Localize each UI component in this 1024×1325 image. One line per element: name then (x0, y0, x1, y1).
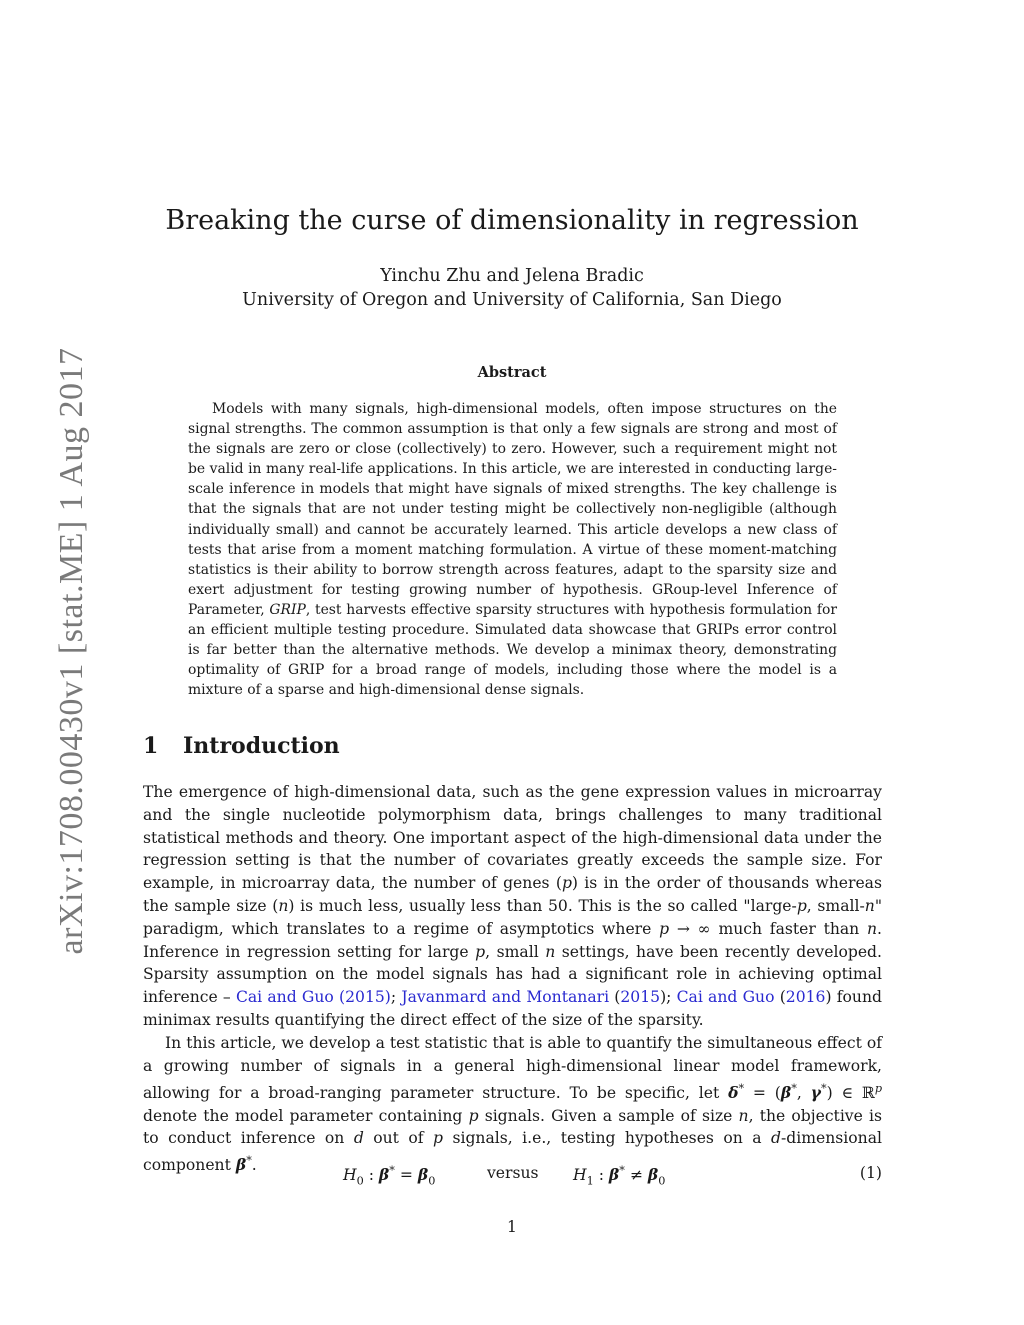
abstract-heading: Abstract (477, 364, 547, 381)
math-h: H (573, 1166, 587, 1185)
citation-year[interactable]: 2015 (620, 988, 661, 1007)
math-gamma: γ (810, 1082, 821, 1102)
text-run: signals, i.e., testing hypotheses on a (443, 1129, 772, 1148)
equation-number: (1) (859, 1164, 882, 1182)
text-run: The emergence of high-dimensional data, such as the gene expression values in microarray and the single nucleotide polymorphism data, brings challenges to many traditional statistical methods and theory. One important aspect of the high-dimensional data under the regression setting is that the number of covariates greatly exceeds the sample size. For example, in microarray data, the number of genes ( (143, 783, 882, 893)
math-star: * (389, 1164, 395, 1177)
math-d: d (771, 1129, 781, 1148)
math-star: * (619, 1164, 625, 1177)
intro-paragraph-1: The emergence of high-dimensional data, such as the gene expression values in microarray and the single nucleotide polymorphism data, brings challenges to many traditional statistical methods and theory. One important aspect of the high-dimensional data under the regression setting is that the number of covariates greatly exceeds the sample size. For example, in microarray data, the number of genes (p) is in the order of thousands whereas the sample size (n) is much less, usually less than 50. This is the so called "large-p, small-n" paradigm, which translates to a regime of asymptotics where p → ∞ much faster than n. Inference in regression setting for large p, small n settings, have been recently developed. Sparsity assumption on the model signals has had a significant role in achieving optimal inference – Cai and Guo (2015); Javanmard and Montanari (2015); Cai and Guo (2016) found minimax results quantifying the direct effect of the size of the sparsity. (143, 783, 883, 1029)
section-title: Introduction (183, 733, 340, 759)
math-beta: β (780, 1082, 792, 1102)
math-star: * (791, 1081, 797, 1095)
math-p: p (561, 874, 572, 893)
math-text: : (363, 1166, 379, 1185)
citation-link[interactable]: Cai and Guo (2015) (235, 988, 391, 1007)
math-subscript: 0 (428, 1174, 436, 1188)
math-beta: β (608, 1165, 620, 1185)
math-star: * (820, 1081, 827, 1095)
math-d: d (353, 1129, 364, 1148)
abstract-text: Models with many signals, high-dimensional models, often impose structures on the signal strengths. The common assumption is that only a few signals are strong and most of the signals are zero or close (collectively) to zero. However, such a requirement might not be valid in many real-life applications. In this article, we are interested in conducting large-scale inference in models that might have signals of mixed strengths. The key challenge is that the signals that are not under testing might be collectively non-negligible (although individually small) and cannot be accurately learned. This article develops a new class of tests that arise from a moment matching formulation. A virtue of these moment-matching statistics is their ability to borrow strength across features, adapt to the sparsity size and exert adjustment for testing growing number of hypothesis. GRoup-level Inference of Parameter, (188, 401, 837, 618)
affiliation: University of Oregon and University of California, San Diego (242, 290, 782, 310)
math-n: n (864, 896, 875, 915)
citation-authors[interactable]: Javanmard and Montanari (401, 988, 610, 1007)
citation-year[interactable]: 2015 (345, 988, 385, 1007)
text-run: " paradigm, which translates to a regime of asymptotics where (143, 896, 882, 938)
hypothesis-equation (143, 1164, 882, 1190)
math-subscript: 0 (356, 1174, 364, 1188)
text-run: In this article, we develop a test statistic that is able to quantify the simultaneous effect of a growing number of signals in a general high-dimensional linear model framework, allowing for a broad-ranging parameter structure. To be specific, let (143, 1034, 882, 1102)
math-text: = (394, 1166, 418, 1185)
citation-link[interactable] (401, 988, 609, 1006)
text-run: ) is in the order of thousands whereas the sample size ( (143, 874, 882, 915)
math-text: : (593, 1166, 609, 1185)
math-p: p (433, 1129, 443, 1148)
text-run: denote the model parameter containing (143, 1106, 469, 1125)
citation-year[interactable]: 2016 (785, 988, 826, 1007)
section-heading (143, 733, 340, 759)
math-beta: β (378, 1165, 390, 1185)
arxiv-identifier-stamp: arXiv:1708.00430v1 [stat.ME] 1 Aug 2017 (53, 347, 90, 955)
text-run: , small (485, 942, 546, 961)
abstract-text: , test harvests effective sparsity structures with hypothesis formulation for an efficient multiple testing procedure. Simulated data showcase that GRIPs error control is far better than the alternative methods. We develop a minimax theory, demonstrating optimality of GRIP for a broad range of models, including those where the model is a mixture of a sparse and high-dimensional dense signals. (188, 601, 837, 699)
authors: Yinchu Zhu and Jelena Bradic (380, 266, 644, 286)
text-run: signals. Given a sample of size (478, 1106, 739, 1125)
math-n: n (278, 896, 289, 915)
math-delta: δ (728, 1082, 739, 1102)
math-subscript: 0 (658, 1174, 666, 1188)
citation-link[interactable] (677, 988, 775, 1006)
math-text: = ( (744, 1083, 781, 1102)
text-run: settings, have been recently developed. Sparsity assumption on the model signals has had a significant role in achieving optimal inference – (143, 942, 882, 1007)
math-text: ≠ (624, 1166, 648, 1185)
math-p: p (659, 919, 670, 938)
text-run: out of (363, 1129, 434, 1148)
page-number: 1 (507, 1218, 517, 1236)
abstract-body (188, 399, 837, 700)
math-subscript: 1 (586, 1174, 594, 1188)
text-run: , small- (806, 896, 865, 915)
math-h: H (343, 1166, 357, 1185)
paper-title: Breaking the curse of dimensionality in regression (165, 205, 859, 236)
abstract-grip-term: GRIP (269, 601, 306, 618)
math-beta: β (647, 1165, 659, 1185)
math-p: p (874, 1081, 883, 1095)
math-star: * (738, 1081, 745, 1095)
text-run: much faster than (718, 919, 867, 938)
math-p: p (475, 942, 486, 961)
math-p: p (796, 896, 807, 915)
intro-paragraph-2 (143, 1032, 882, 1177)
math-star: * (246, 1154, 252, 1168)
section-number: 1 (143, 733, 159, 759)
math-n: n (866, 919, 878, 938)
math-beta: β (417, 1165, 429, 1185)
null-hypothesis (343, 1164, 435, 1187)
text-run: . (251, 1156, 257, 1175)
math-text: ) ∈ ℝ (826, 1083, 875, 1102)
math-n: n (545, 942, 556, 961)
text-run: , the objective is to conduct inference on (143, 1106, 882, 1148)
math-text: , (796, 1083, 811, 1102)
math-p: p (468, 1106, 479, 1125)
math-n: n (738, 1106, 749, 1125)
text-run: found minimax results quantifying the direct effect of the size of the sparsity. (143, 988, 883, 1029)
math-beta: β (235, 1155, 247, 1175)
alternative-hypothesis (573, 1164, 665, 1187)
citation-authors[interactable]: Cai and Guo (676, 988, 775, 1007)
text-run: ) is much less, usually less than 50. This is the so called "large- (288, 896, 797, 915)
text-run: -dimensional component (143, 1129, 883, 1175)
math-arrow: → ∞ (669, 919, 719, 938)
text-run: . Inference in regression setting for large (143, 919, 882, 961)
versus-word: versus (487, 1164, 539, 1182)
citation-authors[interactable]: Cai and Guo (235, 988, 334, 1007)
